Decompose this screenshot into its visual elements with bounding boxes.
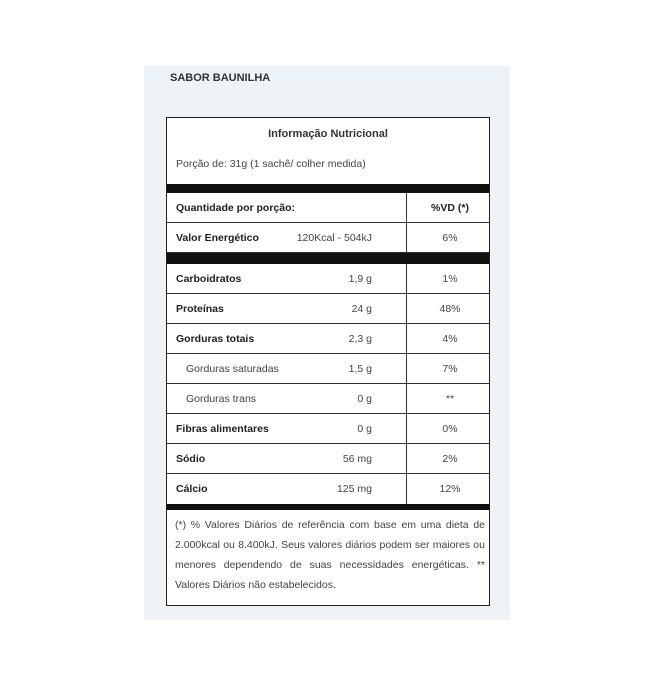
flavor-heading: SABOR BAUNILHA	[170, 72, 271, 84]
nutrient-amount: 24 g	[351, 302, 372, 315]
thick-divider	[167, 504, 489, 510]
nutrient-row	[167, 444, 489, 474]
nutrient-amount: 2,3 g	[348, 332, 372, 345]
nutrient-row	[167, 264, 489, 294]
column-divider	[406, 264, 407, 504]
header-quantity-label: Quantidade por porção:	[176, 201, 296, 214]
nutrient-vd: 1%	[442, 272, 458, 285]
column-divider	[406, 193, 407, 253]
nutrient-name: Cálcio	[176, 483, 208, 495]
nutrient-row	[167, 354, 489, 384]
header-row	[167, 193, 489, 223]
nutrition-facts-label	[166, 117, 490, 606]
nutrient-vd: 4%	[442, 332, 458, 345]
thick-divider	[167, 184, 489, 193]
nutrient-name: Valor Energético	[176, 231, 259, 244]
nutrient-amount: 1,5 g	[348, 362, 372, 375]
nutrient-row	[167, 324, 489, 354]
nutrient-row	[167, 474, 489, 504]
nutrient-amount: 0 g	[357, 422, 372, 435]
nutrient-vd: 7%	[442, 362, 458, 375]
portion-size: Porção de: 31g (1 sachê/ colher medida)	[176, 158, 366, 170]
nutrient-vd: 6%	[442, 231, 458, 244]
nutrient-vd: 48%	[439, 302, 461, 315]
header-vd-label: %VD (*)	[431, 201, 469, 214]
nutrient-row	[167, 384, 489, 414]
footnote: (*) % Valores Diários de referência com base em uma dieta de 2.000kcal ou 8.400kJ. Seus valores diários podem ser maiores ou menores dependendo de suas necessidades energéticas. ** Valores Diários não estabelecidos.	[175, 519, 485, 591]
nutrient-amount: 0 g	[357, 392, 372, 405]
nutrient-amount: 56 mg	[342, 452, 372, 465]
nutrient-name: Proteínas	[176, 302, 224, 315]
nutrient-name: Fibras alimentares	[176, 422, 269, 435]
nutrient-row	[167, 294, 489, 324]
nutrient-amount: 125 mg	[336, 483, 372, 495]
nutrient-name: Sódio	[176, 452, 206, 465]
nutrient-amount: 1,9 g	[348, 272, 372, 285]
nutrient-vd: 12%	[439, 483, 461, 495]
nutrient-amount: 120Kcal - 504kJ	[296, 231, 372, 244]
nutrient-vd: **	[445, 392, 455, 405]
nutrient-name: Carboidratos	[176, 272, 242, 285]
nutrient-vd: 0%	[442, 422, 458, 435]
nutrient-vd: 2%	[442, 452, 458, 465]
nutrient-name: Gorduras saturadas	[186, 362, 279, 375]
nutrient-row	[167, 414, 489, 444]
nutrient-name: Gorduras trans	[186, 392, 257, 405]
thick-divider	[167, 253, 489, 264]
nutrient-name: Gorduras totais	[176, 332, 255, 345]
energy-row	[167, 223, 489, 253]
label-title: Informação Nutricional	[268, 128, 388, 140]
